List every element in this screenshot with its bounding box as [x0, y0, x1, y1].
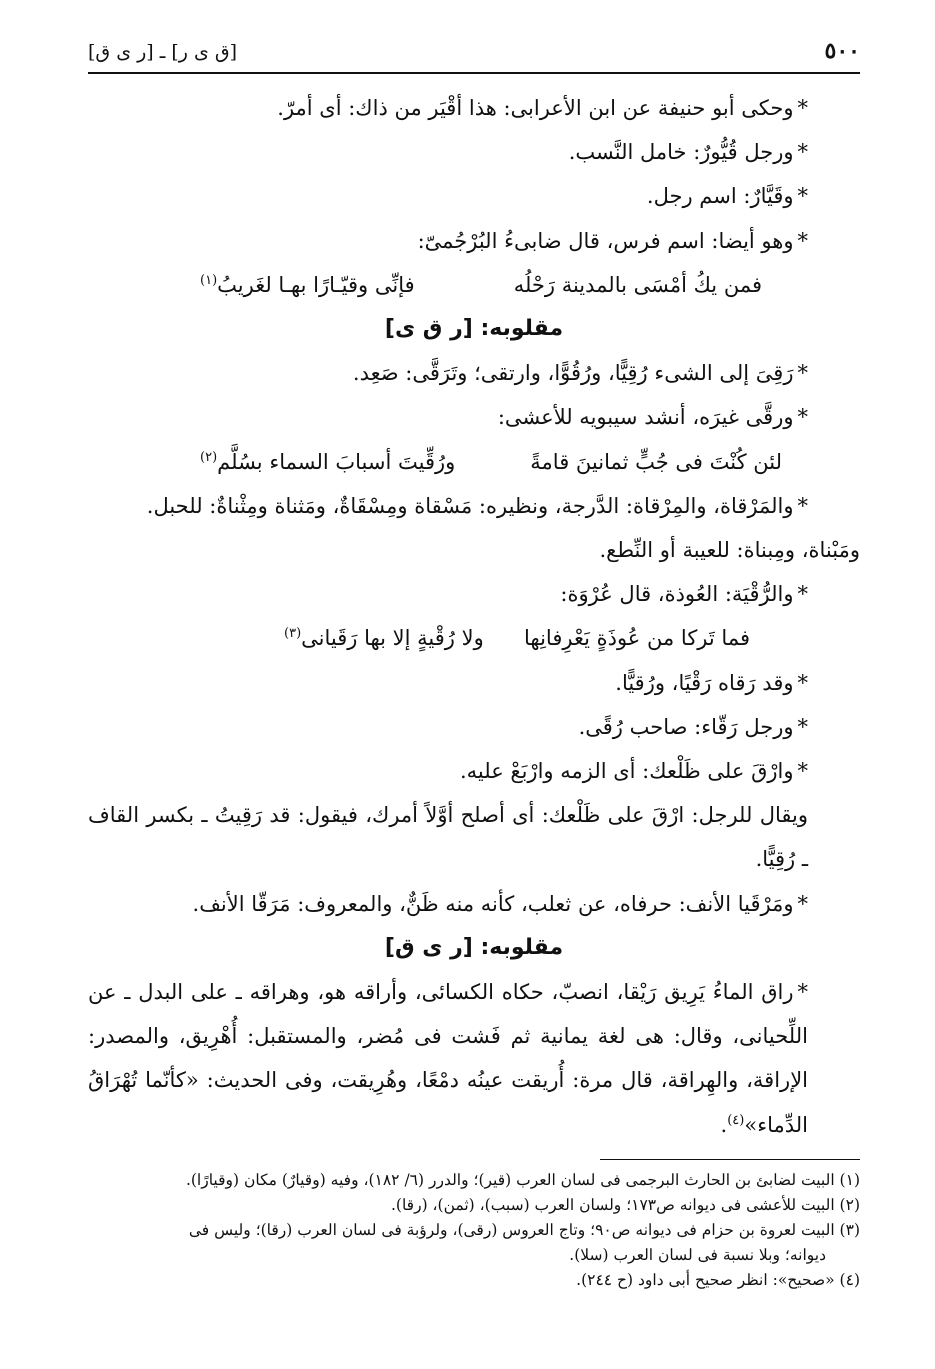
asterisk-bullet: *: [797, 582, 808, 607]
entry-paragraph: *وقد رَقاه رَقْيًا، ورُقيًّا.: [615, 670, 808, 695]
entry-paragraph: *راق الماءُ يَرِيق رَيْقا، انصبّ، حكاه الكسائى، وأراقه هو، وهراقه ـ على البدل ـ عن اللِّحيانى، وقال: هى لغة يمانية ثم فَشت فى مُضر، والمستقبل: أُهْرِيق، والمصدر: الإراقة، والهِراقة، قال مرة: أُريقت عينُه دمْعًا، وهُرِيقت، وفى الحديث: «كأنّما تُهْرَاقُ الدِّماء»$^{(٤)}$.: [88, 980, 808, 1137]
verse-hemistich-first: فما تَركا من عُوذَةٍ يَعْرِفانِها: [524, 626, 750, 651]
footnote-marker: (٣): [284, 626, 302, 642]
footnote-divider: [600, 1159, 860, 1160]
entry-paragraph: *ورجل قُيُّورٌ: خامل النَّسب.: [568, 140, 808, 165]
entry-paragraph: ويقال للرجل: ارْقَ على ظَلْعك: أى أصلح أوَّلاً أمرك، فيقول: قد رَقِيتُ ـ بكسر القاف ـ رُقِيًّا.: [88, 803, 808, 872]
body-text: [88, 86, 860, 1147]
running-title: [ق ى ر] ـ [ر ى ق]: [88, 41, 238, 63]
entry-paragraph: *رَقِىَ إلى الشىء رُقِيًّا، ورُقُوًّا، وارتقى؛ وتَرَقَّى: صَعِد.: [352, 361, 808, 386]
page-number: ٥٠٠: [824, 38, 860, 64]
footnote: (٢) البيت للأعشى فى ديوانه ص١٧٣؛ ولسان العرب (سبب)، (ثمن)، (رقا).: [390, 1195, 860, 1214]
entry-paragraph-continued: ومَبْناة، ومِبناة: للعيبة أو النِّطع.: [599, 538, 860, 563]
asterisk-bullet: *: [797, 714, 808, 739]
asterisk-bullet: *: [797, 361, 808, 386]
entry-paragraph: *وهو أيضا: اسم فرس، قال ضابىءُ البُرْجُمىّ:: [417, 228, 808, 253]
footnote: (٣) البيت لعروة بن حزام فى ديوانه ص٩٠؛ وتاج العروس (رقى)، ولرؤبة فى لسان العرب (رقا)؛ وليس فى: [188, 1220, 860, 1239]
entry-paragraph: *ورجل رَقّاء: صاحب رُقًى.: [578, 714, 808, 739]
asterisk-bullet: *: [797, 228, 808, 253]
asterisk-bullet: *: [797, 759, 808, 784]
verse-hemistich-second: فإنِّى وقيّـارًا بهـا لغَريبُ$^{(١)}$: [200, 272, 415, 297]
asterisk-bullet: *: [797, 980, 808, 1005]
entry-paragraph: *والرُّقْيَة: العُوذة، قال عُرْوَة:: [560, 582, 808, 607]
entry-paragraph: *وحكى أبو حنيفة عن ابن الأعرابى: هذا أقْيَر من ذاك: أى أمرّ.: [277, 96, 808, 120]
verse-line: [88, 440, 860, 484]
footnote-marker: (٢): [200, 449, 218, 465]
asterisk-bullet: *: [797, 493, 808, 518]
verse-hemistich-second: ولا رُقْيةٍ إلا بها رَقَيانى$^{(٣)}$: [284, 626, 484, 651]
running-head: [88, 38, 860, 74]
footnote: (٤) «صحيح»: انظر صحيح أبى داود (ح ٢٤٤).: [576, 1270, 860, 1289]
verse-hemistich-first: فمن يكُ أمْسَى بالمدينة رَحْلُه: [513, 272, 762, 297]
verse-hemistich-second: ورُقِّيتَ أسبابَ السماء بسُلَّم$^{(٢)}$: [200, 449, 456, 474]
section-heading: مقلوبه: [ر ق ى]: [384, 316, 564, 342]
page: [88, 38, 860, 1293]
asterisk-bullet: *: [797, 670, 808, 695]
asterisk-bullet: *: [797, 891, 808, 916]
footnote: (١) البيت لضابئ بن الحارث البرجمى فى لسان العرب (قير)؛ والدرر (٦/ ١٨٢)، وفيه (وقيارٌ) مكان (وقيارًا).: [185, 1170, 860, 1189]
footnotes: [88, 1168, 860, 1293]
verse-line: [88, 263, 860, 307]
verse-line: [88, 616, 860, 660]
entry-paragraph: *ورقَّى غيرَه، أنشد سيبويه للأعشى:: [497, 405, 808, 430]
asterisk-bullet: *: [797, 405, 808, 430]
entry-paragraph: *ومَرْقَيا الأنف: حرفاه، عن ثعلب، كأنه منه ظَنٌّ، والمعروف: مَرَقّا الأنف.: [192, 891, 808, 916]
asterisk-bullet: *: [797, 184, 808, 209]
footnote-marker: (١): [200, 272, 218, 288]
footnote-marker: (٤): [727, 1112, 745, 1128]
footnote-continued: ديوانه؛ وبلا نسبة فى لسان العرب (سلا).: [569, 1245, 826, 1264]
section-heading: مقلوبه: [ر ى ق]: [384, 934, 564, 960]
asterisk-bullet: *: [797, 140, 808, 165]
verse-hemistich-first: لئن كُنْتَ فى جُبٍّ ثمانينَ قامةً: [530, 449, 782, 474]
entry-paragraph: *وقَيَّارٌ: اسم رجل.: [646, 184, 808, 209]
entry-paragraph: *والمَرْقاة، والمِرْقاة: الدَّرجة، ونظيره: مَسْقاة ومِسْقَاةٌ، ومَثناة ومِثْناةٌ: للحبل.: [146, 493, 808, 518]
asterisk-bullet: *: [797, 96, 808, 120]
entry-paragraph: *وارْقَ على ظَلْعك: أى الزمه وارْبَعْ عليه.: [459, 759, 808, 784]
